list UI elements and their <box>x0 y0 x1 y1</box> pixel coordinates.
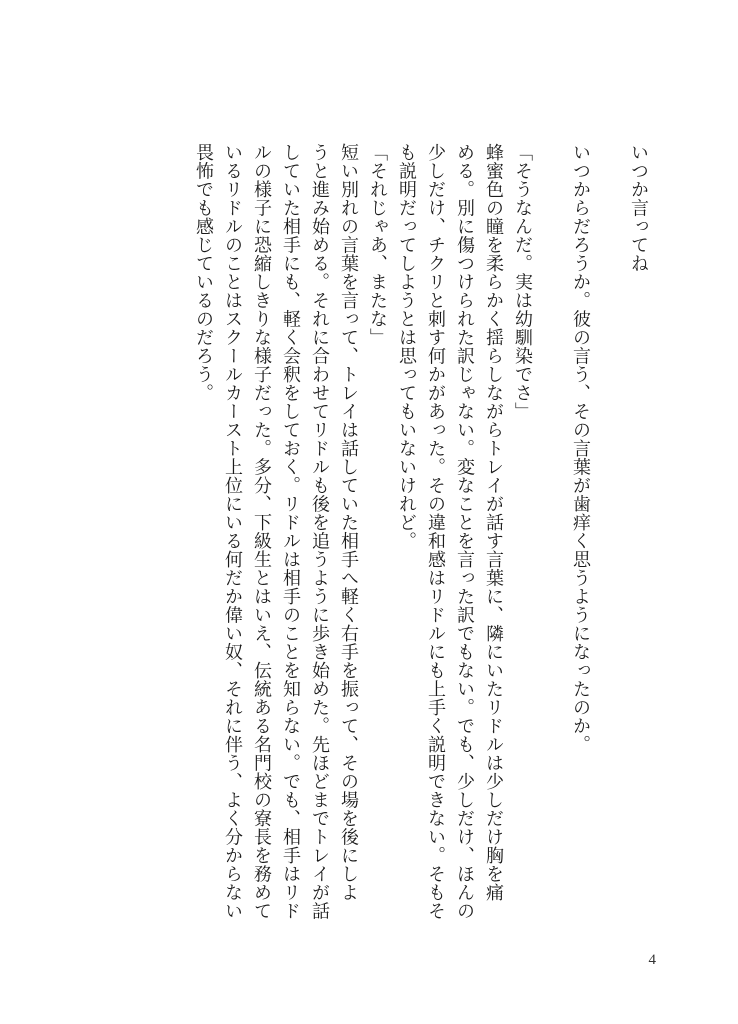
text-line: うと進み始める。それに合わせてリドルも後を追うように歩き始めた。先ほどまでトレイが話 <box>309 143 330 920</box>
text-line: 少しだけ、チクリと刺す何かがあった。その違和感はリドルにも上手く説明できない。そもそ <box>425 143 446 920</box>
dialogue-line: 「それじゃあ、またな」 <box>367 143 388 347</box>
text-line: いつからだろうか。彼の言う、その言葉が歯痒く思うようになったのか。 <box>570 143 591 754</box>
page-number: 4 <box>648 952 656 968</box>
text-line: していた相手にも、軽く会釈をしておく。リドルは相手のことを知らない。でも、相手はリド <box>280 143 301 920</box>
text-line: いるリドルのことはスクールカースト上位にいる何だか偉い奴、それに伴う、よく分からない <box>222 143 243 920</box>
text-line: める。別に傷つけられた訳じゃない。変なことを言った訳でもない。でも、少しだけ、ほんの <box>454 143 475 920</box>
text-line: 短い別れの言葉を言って、トレイは話していた相手へ軽く右手を振って、その場を後にしよ <box>338 143 359 902</box>
vertical-text-block <box>189 143 653 943</box>
text-line: 蜂蜜色の瞳を柔らかく揺らしながらトレイが話す言葉に、隣にいたリドルは少しだけ胸を痛 <box>483 143 504 902</box>
dialogue-line: 「そうなんだ。実は幼馴染でさ」 <box>512 143 533 421</box>
blank-line <box>537 143 566 943</box>
chapter-title: いつか言ってね <box>628 143 649 273</box>
text-line: ルの様子に恐縮しきりな様子だった。多分、下級生とはいえ、伝統ある名門校の寮長を務めて <box>251 143 272 920</box>
text-line: も説明だってしようとは思ってもいないけれど。 <box>396 143 417 550</box>
blank-line <box>595 143 624 943</box>
text-line: 畏怖でも感じているのだろう。 <box>193 143 214 402</box>
